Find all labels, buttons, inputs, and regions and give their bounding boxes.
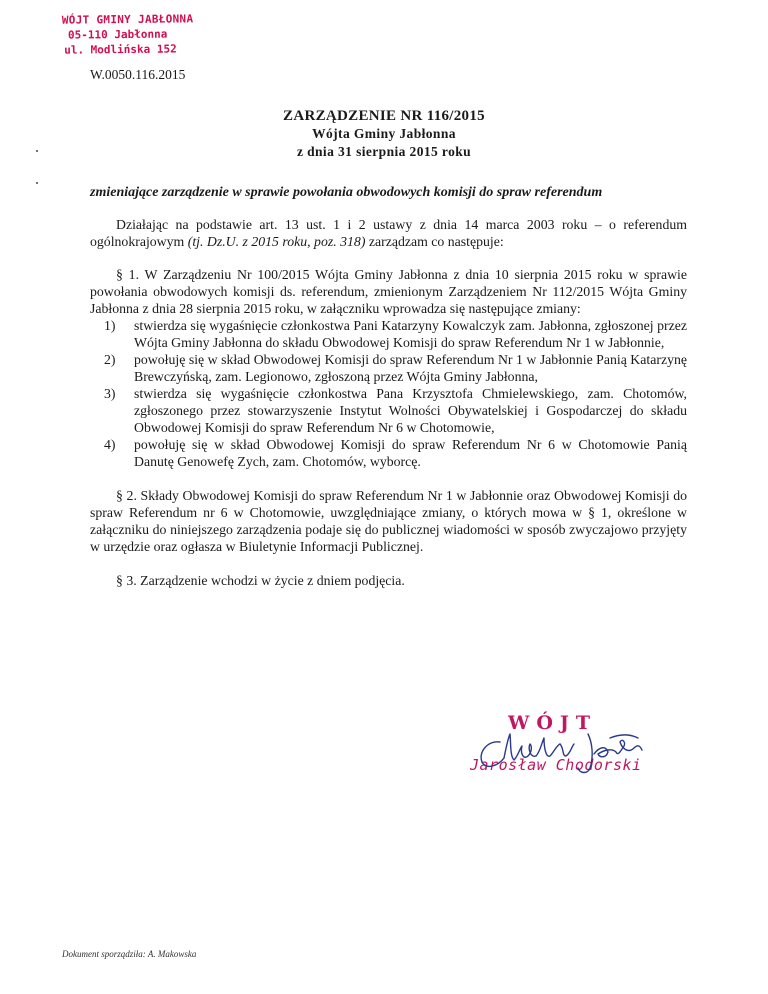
- section-1-paragraph: § 1. W Zarządzeniu Nr 100/2015 Wójta Gminy Jabłonna z dnia 10 sierpnia 2015 roku w sprawie powołania obwodowych komisji ds. referendum, zmienionym Zarządzeniem Nr 112/2015 Wójta Gminy Jabłonna z dnia 28 sierpnia 2015 roku, w załączniku wprowadza się następujące zmiany:: [90, 267, 687, 316]
- scan-speck: [36, 182, 38, 184]
- document-issuer: Wójta Gminy Jabłonna: [312, 126, 456, 141]
- list-item: [90, 385, 687, 436]
- legal-citation: (tj. Dz.U. z 2015 roku, poz. 318): [187, 234, 366, 249]
- intro-text-end: zarządzam co następuje:: [365, 234, 504, 249]
- list-item-text: stwierdza się wygaśnięcie członkostwa Pana Krzysztofa Chmielewskiego, zam. Chotomów, zgłoszonego przez stowarzyszenie Instytut Wolności Obywatelskiej i Gospodarczej do składu Obwodowej Komisji do spraw Referendum Nr 6 w Chotomowie,: [134, 386, 687, 435]
- document-reference-number: W.0050.116.2015: [90, 67, 186, 82]
- list-item-number: 3): [104, 386, 116, 401]
- list-item: [90, 436, 687, 470]
- office-stamp: [62, 11, 194, 57]
- list-item-number: 2): [104, 352, 116, 367]
- stamp-line-street: ul. Modlińska 152: [64, 42, 177, 57]
- section-2-paragraph: § 2. Składy Obwodowej Komisji do spraw Referendum Nr 1 w Jabłonnie oraz Obwodowej Komisji do spraw Referendum nr 6 w Chotomowie, uwzględniające zmiany, o których mowa w § 1, określone w załączniku do niniejszego zarządzenia podaje się do publicznej wiadomości w sposób zwyczajowo przyjęty w urzędzie oraz ogłasza w Biuletynie Informacji Publicznej.: [90, 488, 687, 554]
- list-item-number: 1): [104, 318, 116, 333]
- signature-stamp-title: WÓJT: [508, 712, 598, 734]
- signature-stamp-name: Jarosław Chodorski: [470, 756, 642, 774]
- intro-text: Działając na podstawie art. 13 ust. 1 i 2 ustawy z dnia 14 marca 2003 roku – o referendum ogólnokrajowym: [90, 217, 687, 249]
- list-item-text: powołuję się w skład Obwodowej Komisji do spraw Referendum Nr 1 w Jabłonnie Panią Katarzynę Brewczyńską, zam. Legionowo, zgłoszoną przez Wójta Gminy Jabłonna,: [134, 352, 687, 384]
- list-item-text: powołuję się w skład Obwodowej Komisji do spraw Referendum Nr 6 w Chotomowie Panią Danutę Genowefę Zych, zam. Chotomów, wyborcę.: [134, 437, 687, 469]
- document-heading: [0, 107, 768, 161]
- document-author-note: Dokument sporządziła: A. Makowska: [62, 949, 197, 959]
- document-date: z dnia 31 sierpnia 2015 roku: [296, 144, 472, 159]
- document-subject: zmieniające zarządzenie w sprawie powołania obwodowych komisji do spraw referendum: [90, 185, 603, 200]
- list-item: [90, 317, 687, 351]
- list-item: [90, 351, 687, 385]
- document-title: ZARZĄDZENIE NR 116/2015: [283, 108, 485, 124]
- signature-block: [470, 712, 700, 792]
- intro-paragraph: [90, 216, 687, 250]
- list-item-number: 4): [104, 437, 116, 452]
- stamp-line-office: WÓJT GMINY JABŁONNA: [61, 12, 194, 27]
- section-3-paragraph: § 3. Zarządzenie wchodzi w życie z dniem podjęcia.: [116, 573, 405, 588]
- handwritten-signature: [470, 712, 700, 792]
- list-item-text: stwierdza się wygaśnięcie członkostwa Pani Katarzyny Kowalczyk zam. Jabłonna, zgłoszonej przez Wójta Gminy Jabłonna do składu Obwodowej Komisji do spraw Referendum Nr 1 w Jabłonnie,: [134, 318, 687, 350]
- stamp-line-postcode: 05-110 Jabłonna: [67, 27, 168, 42]
- scan-speck: [36, 150, 38, 152]
- document-body: [90, 216, 687, 589]
- amendment-list: [90, 317, 687, 470]
